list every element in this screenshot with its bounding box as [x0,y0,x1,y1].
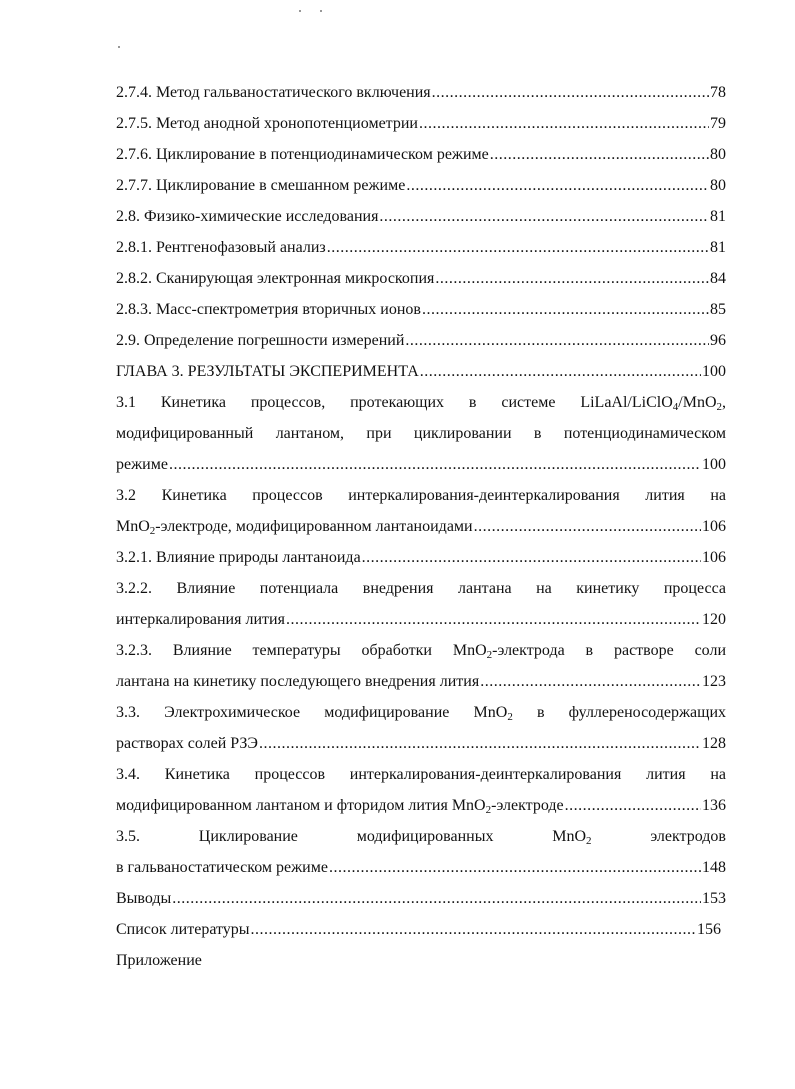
toc-entry-3-2-line-2[interactable] [116,516,726,538]
toc-entry-title: Выводы [116,890,172,907]
toc-entry-text: 3.2 Кинетика процессов интеркалирования-деинтеркалирования лития на [116,487,726,504]
toc-entry-3-3-line-1[interactable] [116,702,726,724]
toc-entry-title: 2.7.6. Циклирование в потенциодинамическом режиме [116,146,489,163]
toc-page-number: 81 [710,239,726,256]
toc-entry-3-1-line-2 [116,423,726,445]
dot-leader [379,206,709,228]
dot-leader [420,361,701,383]
toc-entry-appendix[interactable] [116,950,726,972]
scan-speck [118,46,120,48]
subscript: 2 [485,804,492,816]
toc-page-number: 136 [702,797,726,814]
toc-page-number: 84 [710,270,726,287]
dot-leader [405,330,709,352]
dot-leader [565,795,701,817]
toc-page-number: 100 [702,456,726,473]
dot-leader [435,268,709,290]
scan-speck [320,10,322,12]
toc-entry-3-2-2-line-1[interactable] [116,578,726,600]
dot-leader [327,237,709,259]
toc-entry-text: режиме [116,456,168,473]
toc-entry-2-8-1[interactable] [116,237,726,259]
toc-page-number: 120 [702,611,726,628]
toc-entry-3-3-line-2[interactable] [116,733,726,755]
toc-entry-text: растворах солей РЗЭ [116,735,258,752]
toc-entry-3-1-line-3[interactable] [116,454,726,476]
dot-leader [422,299,709,321]
toc-entry-title: 2.8.1. Рентгенофазовый анализ [116,239,326,256]
toc-entry-conclusions[interactable] [116,888,726,910]
toc-entry-text: MnO$_2$ [552,828,592,847]
toc-entry-text: электродов [650,828,726,845]
subscript: 2 [507,711,513,723]
toc-page-number: 156 [697,921,721,938]
toc-entry-text: интеркалирования лития [116,611,285,628]
toc-entry-text: , [722,394,726,411]
toc-entry-chapter-3[interactable] [116,361,726,383]
dot-leader [490,144,709,166]
toc-entry-text: в гальваностатическом режиме [116,859,328,876]
toc-entry-text: Циклирование [198,828,298,845]
toc-entry-title: 2.7.7. Циклирование в смешанном режиме [116,177,406,194]
toc-entry-text: 3.2.3. Влияние температуры обработки MnO [116,642,487,659]
toc-entry-text: в фуллереносодержащих [512,704,727,721]
toc-entry-3-5-line-1[interactable] [116,826,726,848]
toc-entry-3-2-2-line-2[interactable] [116,609,726,631]
toc-page-number: 80 [710,177,726,194]
dot-leader [480,671,701,693]
toc-entry-text: модифицированном лантаном и фторидом лития MnO$_2$-электроде [116,797,564,816]
toc-page-number: 148 [702,859,726,876]
toc-entry-title: 3.2.1. Влияние природы лантаноида [116,549,361,566]
toc-entry-3-4-line-1[interactable] [116,764,726,786]
toc-entry-text: /MnO [678,394,717,411]
subscript: 2 [486,649,493,661]
toc-entry-text: -электрода в растворе соли [492,642,727,659]
toc-entry-3-2-3-line-1[interactable] [116,640,726,662]
toc-page-number: 106 [702,549,726,566]
toc-entry-title: 2.9. Определение погрешности измерений [116,332,405,349]
toc-page-number: 128 [702,735,726,752]
toc-page-number: 80 [710,146,726,163]
toc-page-number: 79 [710,115,726,132]
toc-entry-2-7-4[interactable] [116,82,726,104]
toc-entry-text: 3.4. Кинетика процессов интеркалирования-деинтеркалирования лития на [116,766,726,783]
dot-leader [362,547,701,569]
toc-entry-title: Список литературы [116,921,250,938]
dot-leader [286,609,701,631]
dot-leader [432,82,709,104]
toc-entry-2-9[interactable] [116,330,726,352]
toc-entry-title: 2.8. Физико-химические исследования [116,208,379,225]
toc-chapter-title: ГЛАВА 3. РЕЗУЛЬТАТЫ ЭКСПЕРИМЕНТА [116,363,419,380]
toc-entry-3-2-line-1[interactable] [116,485,726,507]
subscript: 2 [586,835,592,847]
toc-page-number: 123 [702,673,726,690]
toc-entry-text: модифицированных [356,828,494,845]
toc-entry-text: 3.3. Электрохимическое модифицирование MnO [116,704,508,721]
toc-entry-title: 2.8.2. Сканирующая электронная микроскопия [116,270,435,287]
toc-page-number: 81 [710,208,726,225]
dot-leader [474,516,701,538]
toc-entry-text: 3.2.2. Влияние потенциала внедрения лантана на кинетику процесса [116,580,726,597]
dot-leader [419,113,709,135]
toc-entry-text: 3.1 Кинетика процессов, протекающих в системе LiLaAl/LiClO [116,394,673,411]
toc-page-number: 153 [702,890,726,907]
toc-page-number: 96 [710,332,726,349]
toc-entry-title: 2.7.4. Метод гальваностатического включения [116,84,431,101]
scan-speck [299,10,301,12]
toc-page-number: 100 [702,363,726,380]
dot-leader [406,175,709,197]
toc-entry-text: MnO$_2$-электроде, модифицированном лантаноидами [116,518,473,537]
toc-page-number: 106 [702,518,726,535]
dot-leader [259,733,701,755]
toc-entry-2-7-6[interactable] [116,144,726,166]
subscript: 4 [672,401,679,413]
toc-entry-number: 3.5. [116,828,140,845]
toc-entry-3-1-line-1[interactable] [116,392,726,414]
toc-entry-references[interactable] [116,919,721,941]
toc-entry-3-2-1[interactable] [116,547,726,569]
toc-entry-3-2-3-line-2[interactable] [116,671,726,693]
toc-entry-text: модифицированный лантаном, при циклировании в потенциодинамическом [116,425,726,442]
toc-entry-2-7-5[interactable] [116,113,726,135]
subscript: 2 [716,401,722,413]
toc-entry-text: лантана на кинетику последующего внедрения лития [116,673,480,690]
toc-entry-2-8-2[interactable] [116,268,726,290]
toc-page-number: 78 [710,84,726,101]
dot-leader [251,919,696,941]
dot-leader [329,857,701,879]
subscript: 2 [149,525,156,537]
toc-page-number: 85 [710,301,726,318]
toc-entry-3-4-line-2[interactable] [116,795,726,817]
dot-leader [169,454,701,476]
toc-entry-title: Приложение [116,952,202,969]
toc-entry-2-7-7[interactable] [116,175,726,197]
dot-leader [172,888,701,910]
toc-entry-3-5-line-2[interactable] [116,857,726,879]
toc-entry-title: 2.8.3. Масс-спектрометрия вторичных ионов [116,301,421,318]
toc-entry-2-8[interactable] [116,206,726,228]
toc-entry-2-8-3[interactable] [116,299,726,321]
toc-entry-title: 2.7.5. Метод анодной хронопотенциометрии [116,115,418,132]
